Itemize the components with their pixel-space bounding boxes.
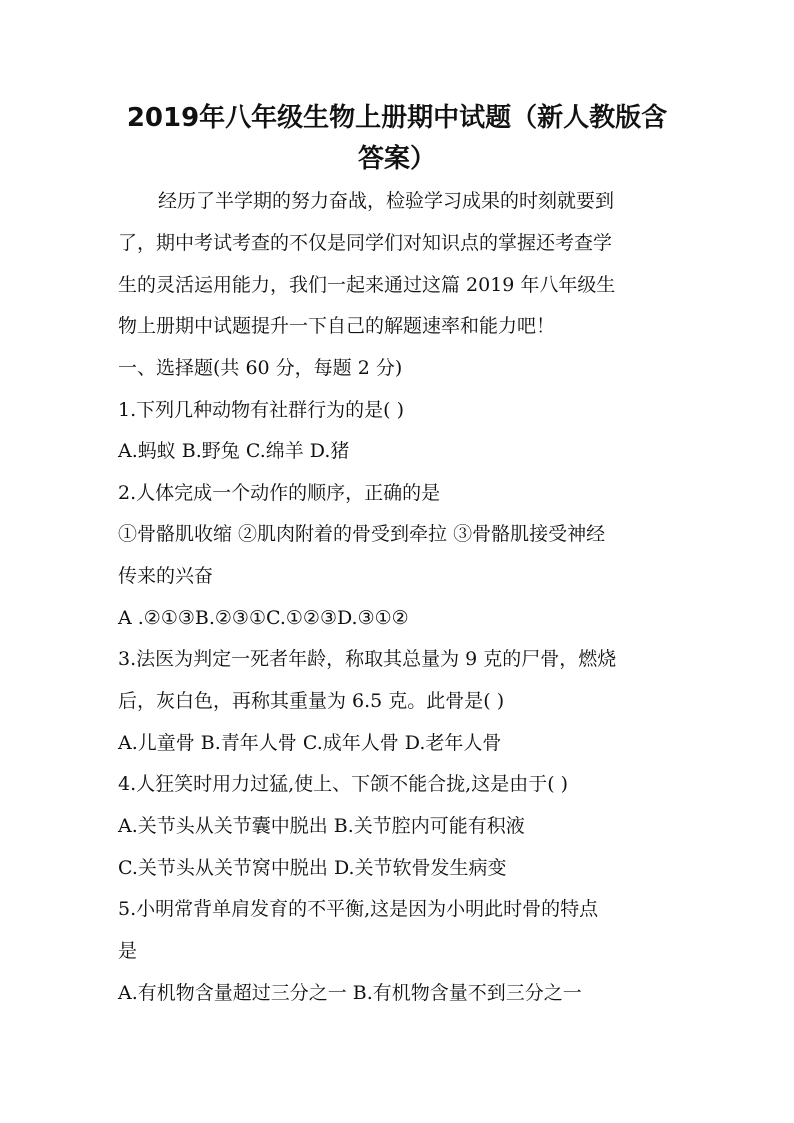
question-line: A.蚂蚁 B.野兔 C.绵羊 D.猪 bbox=[118, 440, 350, 462]
question-line: A.有机物含量超过三分之一 B.有机物含量不到三分之一 bbox=[118, 982, 582, 1004]
question-line: 1.下列几种动物有社群行为的是( ) bbox=[118, 399, 404, 421]
question-line: 2.人体完成一个动作的顺序，正确的是 bbox=[118, 482, 441, 504]
question-line: 3.法医为判定一死者年龄，称取其总量为 9 克的尸骨，燃烧 bbox=[118, 648, 617, 670]
document-title-line-2: 答案） bbox=[357, 144, 436, 174]
question-line: ①骨骼肌收缩 ②肌肉附着的骨受到牵拉 ③骨骼肌接受神经 bbox=[118, 523, 606, 545]
section-heading: 一、选择题(共 60 分，每题 2 分) bbox=[118, 357, 403, 379]
question-line: A.关节头从关节囊中脱出 B.关节腔内可能有积液 bbox=[118, 815, 525, 837]
question-line: 是 bbox=[118, 940, 138, 962]
question-line: 5.小明常背单肩发育的不平衡,这是因为小明此时骨的特点 bbox=[118, 898, 599, 920]
question-line: C.关节头从关节窝中脱出 D.关节软骨发生病变 bbox=[118, 857, 507, 879]
intro-paragraph-line: 了，期中考试考查的不仅是同学们对知识点的掌握还考查学 bbox=[118, 232, 613, 254]
question-line: 后，灰白色，再称其重量为 6.5 克。此骨是( ) bbox=[118, 690, 505, 712]
intro-paragraph-line: 经历了半学期的努力奋战，检验学习成果的时刻就要到 bbox=[158, 190, 615, 212]
question-line: 传来的兴奋 bbox=[118, 565, 214, 587]
question-line: A .②①③B.②③①C.①②③D.③①② bbox=[118, 607, 409, 629]
intro-paragraph-line: 物上册期中试题提升一下自己的解题速率和能力吧！ bbox=[118, 315, 556, 337]
question-line: 4.人狂笑时用力过猛,使上、下颌不能合拢,这是由于( ) bbox=[118, 773, 569, 795]
intro-paragraph-line: 生的灵活运用能力，我们一起来通过这篇 2019 年八年级生 bbox=[118, 274, 616, 296]
question-line: A.儿童骨 B.青年人骨 C.成年人骨 D.老年人骨 bbox=[118, 732, 502, 754]
document-title-line-1: 2019年八年级生物上册期中试题（新人教版含 bbox=[126, 103, 668, 133]
